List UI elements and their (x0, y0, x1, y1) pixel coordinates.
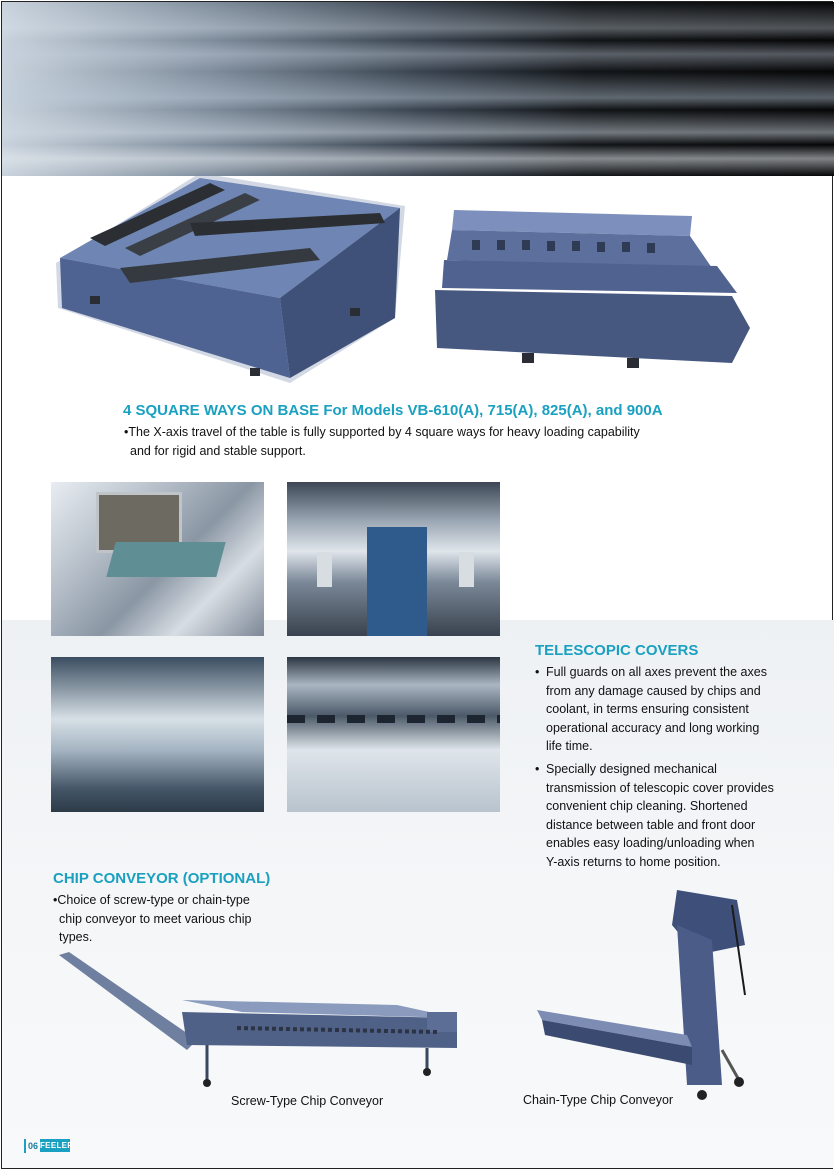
table-assembly-image (432, 198, 752, 383)
foot-3 (350, 308, 360, 316)
covers-item-1 (535, 663, 795, 756)
base-description (124, 423, 704, 460)
base-line-1: The X-axis travel of the table is fully supported by 4 square ways for heavy loading capability (128, 425, 640, 439)
covers-item-2-line: enables easy loading/unloading when (546, 836, 755, 850)
cover-photo-enclosure (51, 482, 264, 636)
covers-bullet-2: • (535, 762, 540, 776)
cover-photo-slotted (287, 657, 500, 812)
screw-wheel-2 (423, 1068, 431, 1076)
foot-a (522, 353, 534, 363)
screw-conveyor-caption: Screw-Type Chip Conveyor (231, 1094, 384, 1108)
chain-wheel-1 (697, 1090, 707, 1100)
screw-incline (59, 952, 197, 1050)
screw-conveyor-image (57, 950, 467, 1090)
covers-bullet-1: • (535, 665, 540, 679)
conveyor-line-1: Choice of screw-type or chain-type (57, 893, 250, 907)
screw-chute (427, 1012, 457, 1032)
covers-item-2-line: transmission of telescopic cover provides (546, 780, 774, 795)
covers-item-1-line: coolant, in terms ensuring consistent (546, 702, 749, 716)
footer-accent (24, 1139, 26, 1153)
chain-leg (722, 1050, 739, 1080)
covers-item-1-line: operational accuracy and long working (546, 720, 760, 735)
cover-photo-ways (287, 482, 500, 636)
conveyor-bullet: • (53, 893, 58, 907)
brand-logo: FEELER (40, 1141, 74, 1150)
bearing-left (317, 552, 332, 587)
foot-2 (250, 368, 260, 376)
base-heading: 4 SQUARE WAYS ON BASE For Models VB-610(A), 715(A), 825(A), and 900A (123, 402, 663, 419)
bracket-shape (367, 527, 427, 636)
covers-item-1-line: from any damage caused by chips and (546, 683, 761, 698)
conveyor-line-3: types. (59, 930, 93, 944)
conveyor-line-2: chip conveyor to meet various chip (59, 911, 252, 926)
chain-conveyor-caption: Chain-Type Chip Conveyor (523, 1093, 674, 1107)
covers-item-2-line: distance between table and front door (546, 817, 756, 832)
base-bullet: • (124, 425, 129, 439)
slot-row (287, 715, 500, 723)
base-line-2: and for rigid and stable support. (130, 443, 306, 458)
conveyor-heading: CHIP CONVEYOR (OPTIONAL) (53, 870, 271, 887)
screw-wheel-1 (203, 1079, 211, 1087)
chain-wheel-2 (734, 1077, 744, 1087)
covers-item-1-line: life time. (546, 739, 593, 753)
header-banner (2, 2, 834, 176)
lower-base (435, 290, 750, 363)
table-shape (106, 542, 225, 577)
covers-item-2-line: convenient chip cleaning. Shortened (546, 799, 748, 813)
cover-photo-panel (51, 657, 264, 812)
foot-1 (90, 296, 100, 304)
covers-item-1-line: Full guards on all axes prevent the axes (546, 665, 767, 679)
base-casting-image (50, 168, 410, 388)
conveyor-description (53, 891, 283, 947)
chain-conveyor-image (527, 885, 767, 1105)
covers-item-2-line: Specially designed mechanical (546, 762, 717, 776)
page-number: 06 (28, 1141, 39, 1151)
covers-heading: TELESCOPIC COVERS (535, 642, 699, 659)
bearing-right (459, 552, 474, 587)
covers-item-2 (535, 760, 795, 871)
foot-b (627, 358, 639, 368)
covers-item-2-line: Y-axis returns to home position. (546, 854, 721, 869)
